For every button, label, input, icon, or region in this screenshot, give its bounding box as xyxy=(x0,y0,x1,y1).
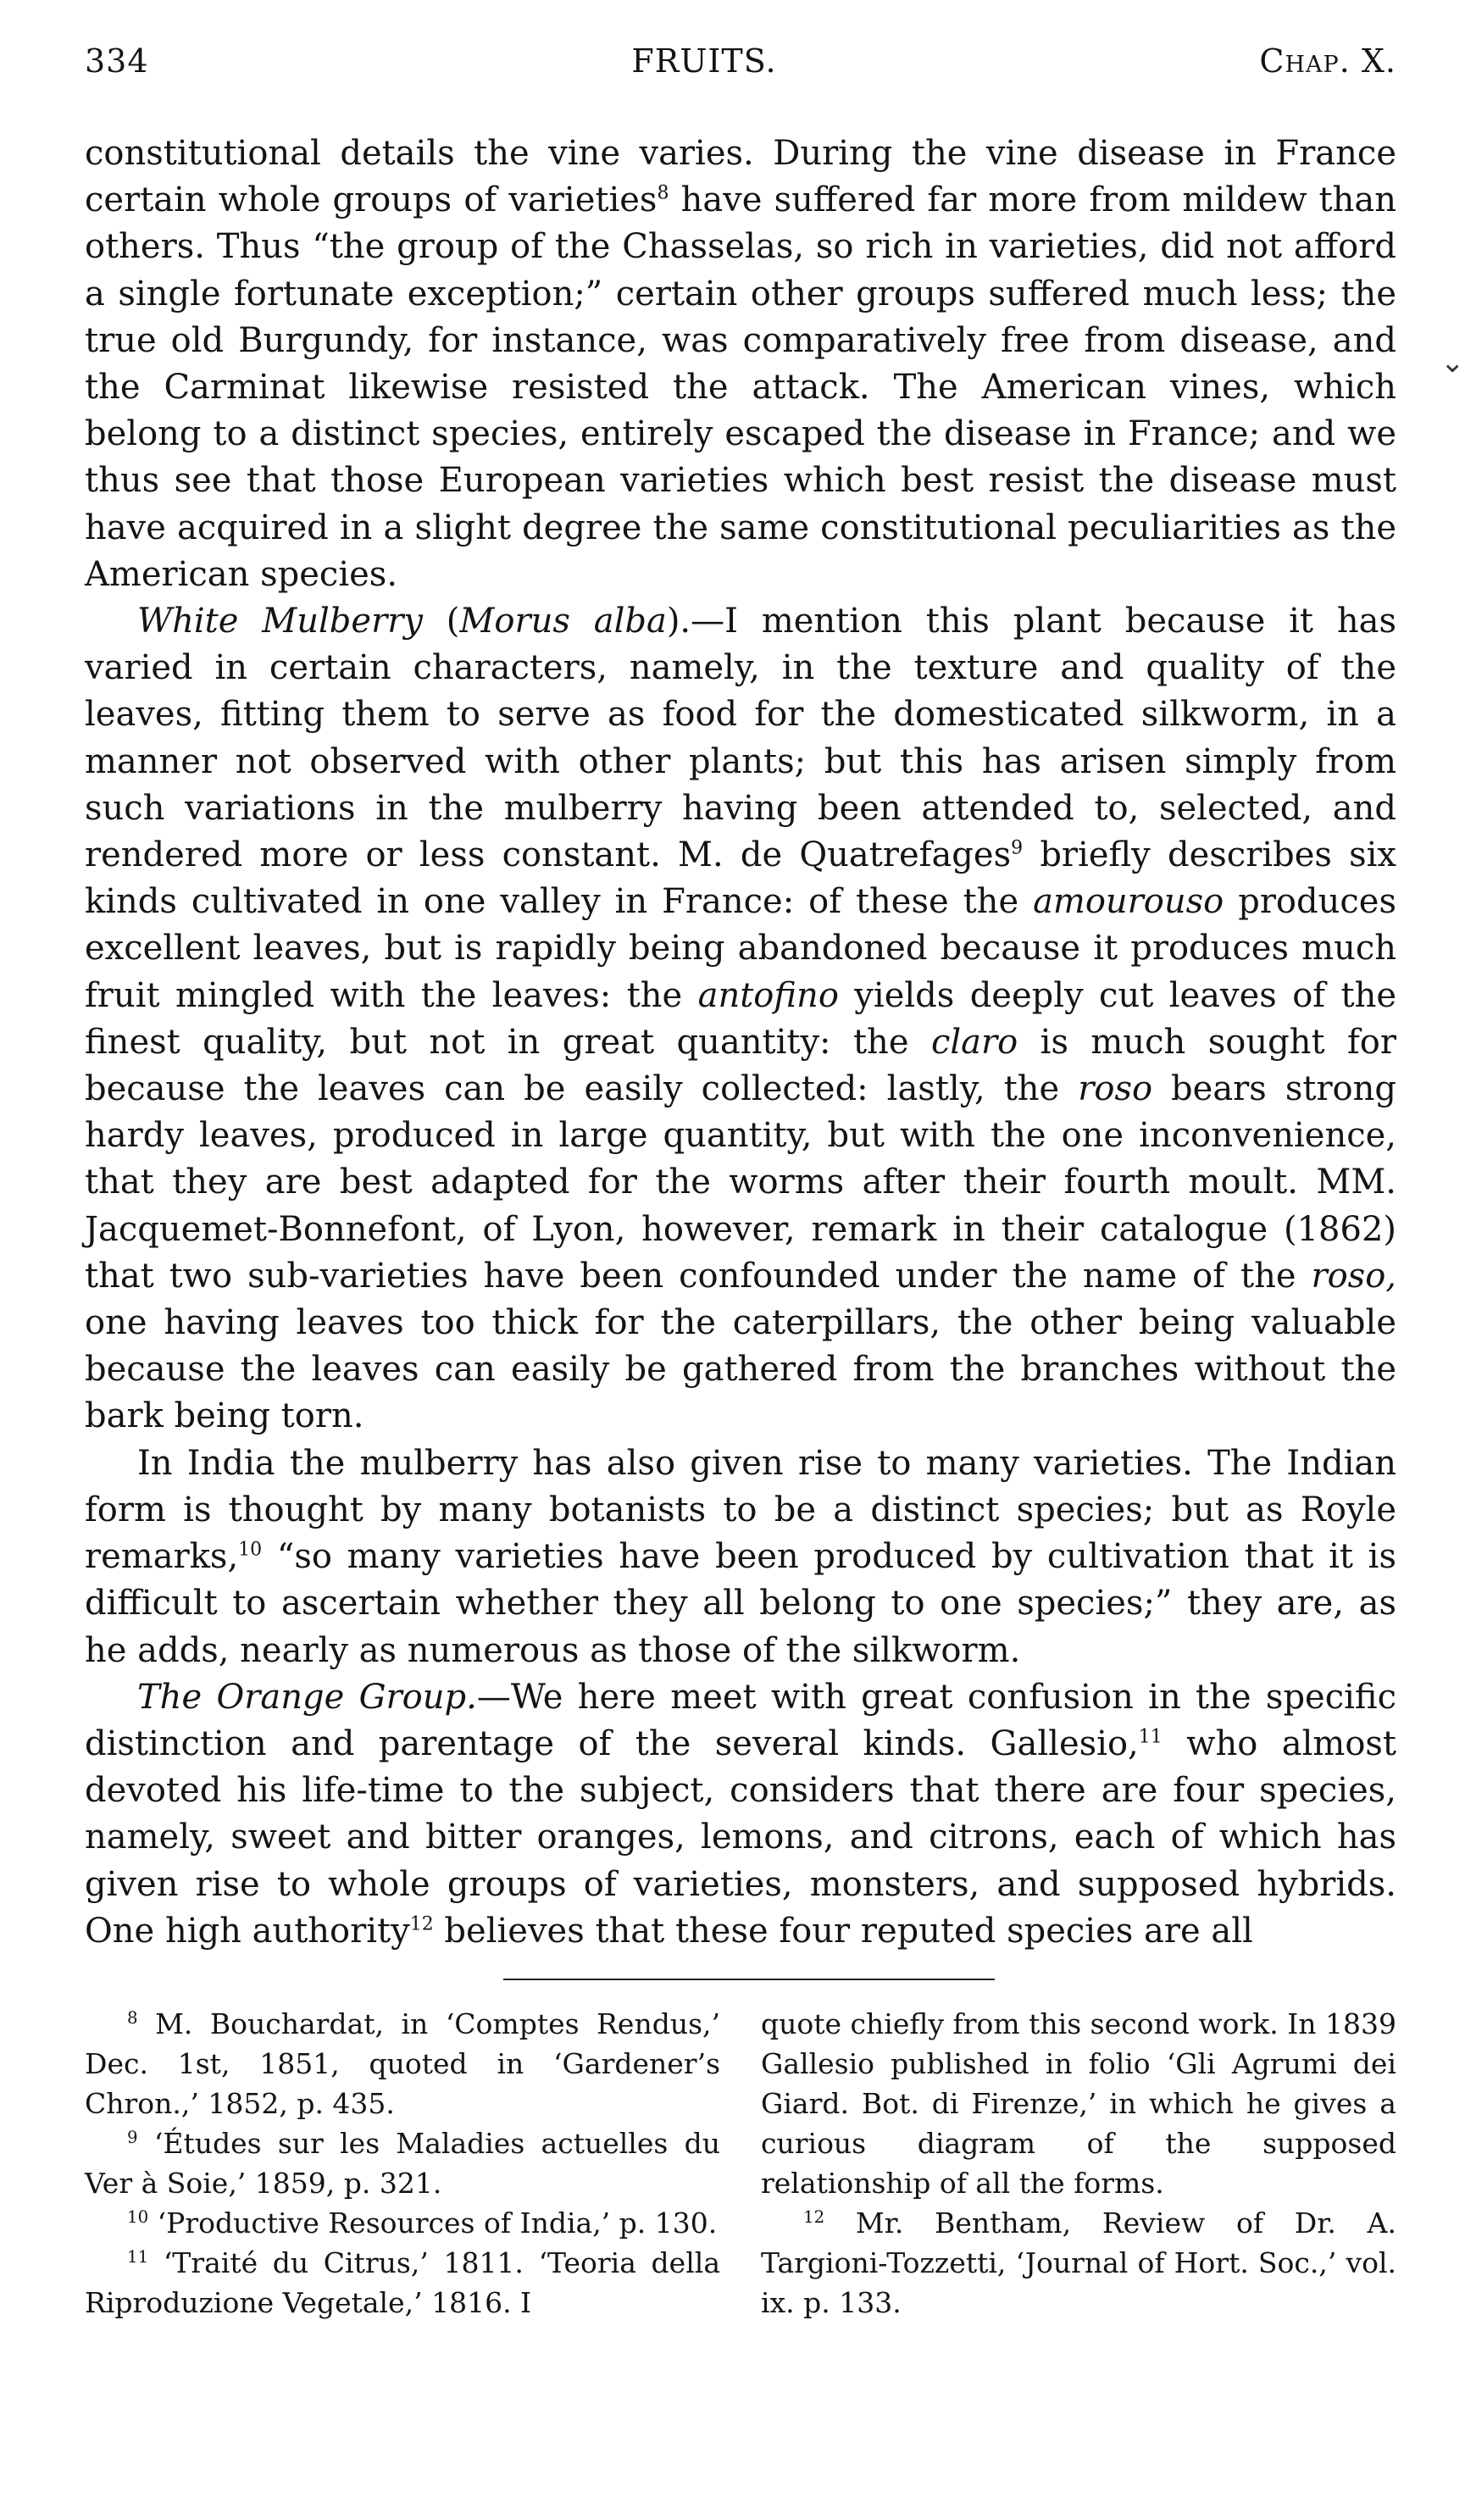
latin-name: Morus alba xyxy=(459,602,667,641)
footnote-mark: 10 xyxy=(127,2206,149,2227)
text-run: bears strong hardy leaves, produced in large quantity, but with the one inconvenience, that they are best adapted for the worms after their fourth moult. MM. Jacquemet-Bonnefont, of Lyon, however, remark in their catalogue (1862) that two sub-varieties have been confounded under the name of the xyxy=(85,1069,1397,1296)
footnote-mark: 9 xyxy=(127,2127,138,2147)
footnote-9 xyxy=(85,2123,720,2203)
text-run: produces excellent leaves, but is rapidly being abandoned because it produces much fruit mingled with the leaves: the xyxy=(85,882,1396,1015)
text-run: yields deeply cut leaves of the finest quality, but not in great quantity: the xyxy=(85,975,1396,1062)
text-run: —I mention this plant because it has varied in certain characters, namely, in the texture and quality of the leaves, fitting them to serve as food for the domesticated silkworm, in a manner not observed with other plants; but this has arisen simply from such variations in the mulberry having been attended to, selected, and rendered more or less constant. M. de Quatrefages xyxy=(85,602,1396,875)
footnote-text: Mr. Bentham, Review of Dr. A. Targioni-Tozzetti, ‘Journal of Hort. Soc.,’ vol. ix. p. 133. xyxy=(761,2206,1396,2319)
variety-name: antofino xyxy=(697,975,839,1015)
text-run: one having leaves too thick for the caterpillars, the other being valuable because the leaves can easily be gathered from the branches without the bark being torn. xyxy=(85,1303,1396,1436)
section-heading-white-mulberry: White Mulberry xyxy=(137,602,423,641)
footnote-text: ‘Productive Resources of India,’ p. 130. xyxy=(148,2206,718,2240)
footnote-ref-12: 12 xyxy=(409,1913,434,1935)
section-heading-orange-group: The Orange Group. xyxy=(137,1677,477,1717)
text-run: In India the mulberry has also given rise to many varieties. The Indian form is thought by many botanists to be a distinct species; but as Royle remarks, xyxy=(85,1443,1396,1577)
variety-name: roso, xyxy=(1311,1256,1396,1296)
footnote-8 xyxy=(85,2004,720,2123)
footnote-10 xyxy=(85,2203,720,2243)
text-run: briefly describes six kinds cultivated in one valley in France: of these the xyxy=(85,835,1396,922)
footnote-column-left xyxy=(85,2004,720,2323)
text-run: who almost devoted his life-time to the subject, considers that there are four species, namely, sweet and bitter oranges, lemons, and citrons, each of which has given rise to whole groups of varieties, monsters, and supposed hybrids. One high authority xyxy=(85,1723,1397,1951)
running-header xyxy=(85,42,1396,97)
paragraph-india-mulberry xyxy=(85,1440,1396,1674)
chapter-label: Chap. X. xyxy=(1259,42,1396,80)
footnote-text: ‘Traité du Citrus,’ 1811. ‘Teoria della Riproduzione Vegetale,’ 1816. I xyxy=(85,2245,720,2319)
variety-name: roso xyxy=(1078,1069,1153,1109)
text-run: ( xyxy=(422,602,460,641)
footnote-ref-11: 11 xyxy=(1138,1726,1163,1748)
body-text xyxy=(85,130,1396,1955)
book-page xyxy=(85,42,1396,2323)
text-run: “so many varieties have been produced by cultivation that it is difficult to ascertain whether they all belong to one species;” they are, as he adds, nearly as numerous as those of the silkworm. xyxy=(85,1537,1396,1670)
text-run: is much sought for because the leaves can be easily collected: lastly, the xyxy=(85,1022,1397,1109)
footnote-ref-10: 10 xyxy=(238,1539,263,1561)
variety-name: claro xyxy=(930,1022,1018,1062)
footnote-ref-8: 8 xyxy=(657,182,669,204)
footnote-11-continued: quote chiefly from this second work. In 1839 Gallesio published in folio ‘Gli Agrumi dei Giard. Bot. di Firenze,’ in which he gives a curious diagram of the supposed relationship of all the forms. xyxy=(761,2007,1396,2200)
running-title: FRUITS. xyxy=(631,42,777,80)
text-run: constitutional details the vine varies. During the vine disease in France certain whole groups of varieties xyxy=(85,134,1396,220)
paragraph-mulberry xyxy=(85,598,1396,1440)
footnote-text: M. Bouchardat, in ‘Comptes Rendus,’ Dec. 1st, 1851, quoted in ‘Gardener’s Chron.,’ 1852, p. 435. xyxy=(85,2007,720,2120)
margin-pencil-mark: ⌄ xyxy=(1440,346,1465,380)
paragraph-orange-group xyxy=(85,1674,1396,1955)
text-run: ). xyxy=(666,602,691,641)
footnote-mark: 11 xyxy=(127,2246,149,2267)
page-number: 334 xyxy=(85,42,149,80)
footnote-11 xyxy=(85,2243,720,2323)
footnote-column-right xyxy=(761,2004,1396,2323)
footnote-12 xyxy=(761,2203,1396,2323)
footnote-divider xyxy=(503,1979,995,1980)
footnote-mark: 8 xyxy=(127,2007,138,2028)
paragraph-vine xyxy=(85,130,1396,598)
text-run: —We here meet with great confusion in the specific distinction and parentage of the several kinds. Gallesio, xyxy=(85,1677,1396,1763)
text-run: believes that these four reputed species are all xyxy=(433,1911,1253,1951)
variety-name: amourouso xyxy=(1033,882,1224,922)
footnote-mark: 12 xyxy=(803,2206,825,2227)
footnote-ref-9: 9 xyxy=(1011,837,1024,859)
text-run: have suffered far more from mildew than others. Thus “the group of the Chasselas, so rich in varieties, did not afford a single fortunate exception;” certain other groups suffered much less; the true old Burgundy, for instance, was comparatively free from disease, and the Carminat likewise resisted the attack. The American vines, which belong to a distinct species, entirely escaped the disease in France; and we thus see that those European varieties which best resist the disease must have acquired in a slight degree the same constitutional peculiarities as the American species. xyxy=(85,180,1397,594)
footnotes xyxy=(85,2004,1396,2323)
footnote-text: ‘Études sur les Maladies actuelles du Ver à Soie,’ 1859, p. 321. xyxy=(85,2126,720,2200)
